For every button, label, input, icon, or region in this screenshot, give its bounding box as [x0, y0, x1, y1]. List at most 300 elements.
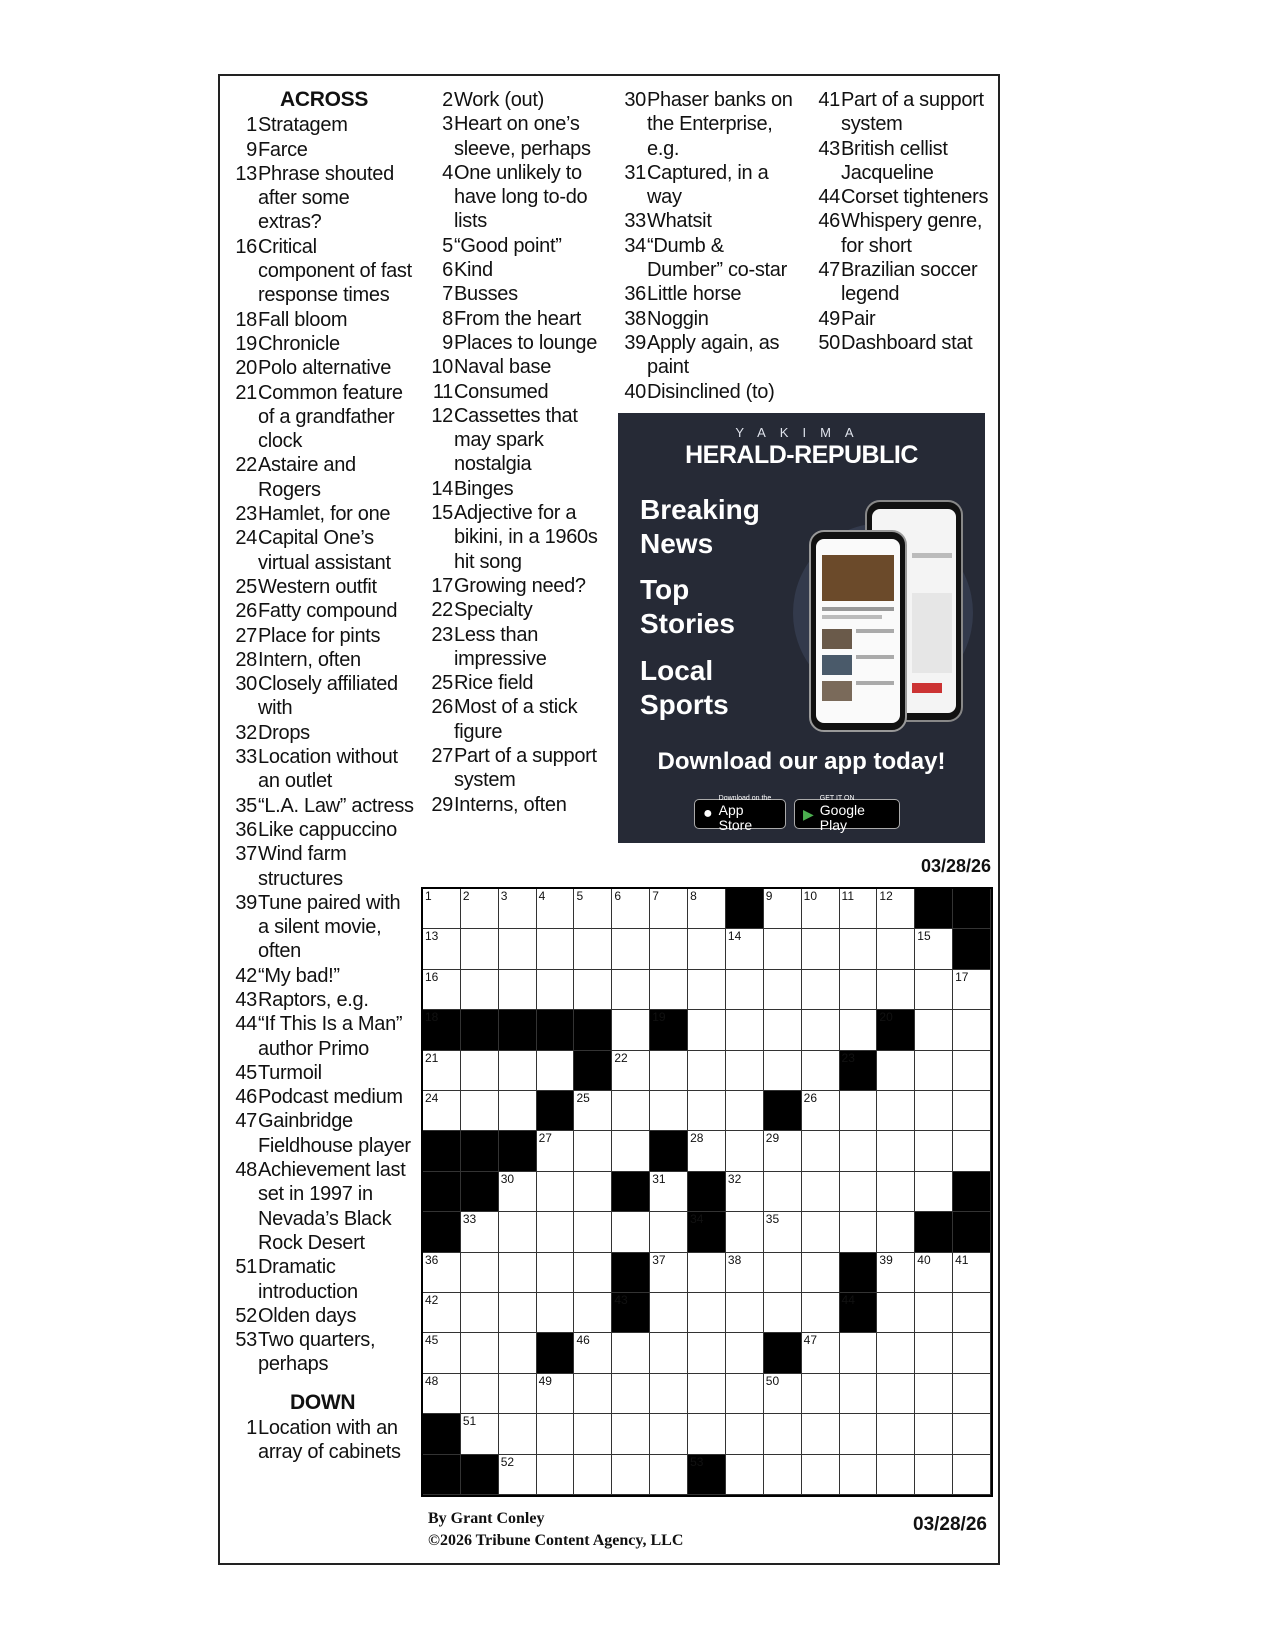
grid-cell[interactable] [802, 1333, 840, 1373]
grid-cell[interactable] [802, 1091, 840, 1131]
grid-cell[interactable] [688, 1253, 726, 1293]
grid-cell[interactable] [423, 1333, 461, 1373]
clue-item [230, 672, 415, 721]
grid-cell[interactable] [953, 1131, 991, 1171]
grid-cell[interactable] [840, 1212, 878, 1252]
grid-cell[interactable] [915, 1374, 953, 1414]
grid-cell[interactable] [499, 1091, 537, 1131]
clue-number: 27 [431, 745, 453, 768]
grid-cell[interactable] [802, 1051, 840, 1091]
clue-number: 3 [442, 113, 453, 136]
googleplay-big: Google Play [819, 802, 865, 833]
grid-cell[interactable] [915, 1253, 953, 1293]
grid-cell[interactable] [461, 1051, 499, 1091]
grid-cell[interactable] [537, 889, 575, 929]
clue-number: 28 [235, 648, 257, 671]
cell-number: 20 [879, 1010, 893, 1025]
grid-cell[interactable] [650, 970, 688, 1010]
cell-number: 23 [841, 1050, 855, 1065]
grid-cell[interactable] [574, 1131, 612, 1171]
grid-cell[interactable] [650, 1091, 688, 1131]
grid-cell[interactable] [461, 1293, 499, 1333]
clue-text: Two quarters, perhaps [258, 1329, 376, 1376]
grid-cell[interactable] [537, 1374, 575, 1414]
clue-column-4 [813, 88, 993, 355]
grid-cell[interactable] [423, 1293, 461, 1333]
grid-cell[interactable] [764, 1212, 802, 1252]
grid-cell[interactable] [877, 1414, 915, 1454]
cell-number: 40 [917, 1252, 931, 1267]
grid-cell[interactable] [915, 1131, 953, 1171]
grid-cell[interactable] [499, 970, 537, 1010]
grid-cell[interactable] [688, 1010, 726, 1050]
grid-cell[interactable] [650, 1414, 688, 1454]
clue-number: 24 [235, 527, 257, 550]
clue-number: 39 [624, 331, 646, 354]
clue-number: 1 [246, 114, 257, 137]
grid-cell[interactable] [537, 1051, 575, 1091]
grid-cell[interactable] [764, 929, 802, 969]
grid-cell[interactable] [764, 1131, 802, 1171]
grid-cell[interactable] [461, 929, 499, 969]
grid-cell[interactable] [802, 1010, 840, 1050]
grid-cell[interactable] [574, 929, 612, 969]
clue-item [230, 1328, 415, 1377]
grid-cell[interactable] [764, 1414, 802, 1454]
grid-cell[interactable] [953, 1091, 991, 1131]
app-store-button[interactable] [694, 795, 786, 833]
clue-item [426, 234, 601, 258]
grid-cell[interactable] [840, 1010, 878, 1050]
grid-block [650, 1010, 688, 1050]
grid-cell[interactable] [877, 1455, 915, 1495]
cell-number: 43 [614, 1293, 628, 1307]
grid-cell[interactable] [574, 889, 612, 929]
grid-cell[interactable] [574, 970, 612, 1010]
clue-number: 19 [235, 332, 257, 355]
grid-cell[interactable] [915, 970, 953, 1010]
grid-cell[interactable] [953, 970, 991, 1010]
grid-block [574, 1010, 612, 1050]
clue-text: Location without an outlet [258, 746, 398, 793]
clue-number: 47 [235, 1110, 257, 1133]
grid-cell[interactable] [499, 889, 537, 929]
clue-item [426, 744, 601, 793]
grid-cell[interactable] [802, 889, 840, 929]
clue-number: 11 [432, 380, 453, 403]
clue-item [426, 307, 601, 331]
clue-text: Hamlet, for one [258, 503, 391, 526]
grid-cell[interactable] [802, 1414, 840, 1454]
grid-cell[interactable] [650, 1253, 688, 1293]
grid-cell[interactable] [877, 1091, 915, 1131]
clue-text: From the heart [454, 307, 581, 330]
clue-text: Corset tighteners [841, 186, 989, 209]
grid-cell[interactable] [688, 889, 726, 929]
grid-cell[interactable] [461, 889, 499, 929]
copyright: ©2026 Tribune Content Agency, LLC [428, 1532, 684, 1549]
grid-cell[interactable] [877, 1212, 915, 1252]
clue-number: 15 [431, 502, 453, 525]
grid-cell[interactable] [688, 970, 726, 1010]
grid-block [574, 1051, 612, 1091]
ad-headline-1: Breaking [640, 494, 760, 525]
cell-number: 26 [803, 1091, 818, 1105]
grid-cell[interactable] [915, 1333, 953, 1373]
grid-cell[interactable] [764, 889, 802, 929]
grid-cell[interactable] [802, 1253, 840, 1293]
clue-number: 35 [235, 794, 257, 817]
clue-number: 51 [235, 1256, 257, 1279]
grid-cell[interactable] [877, 1374, 915, 1414]
grid-cell[interactable] [537, 1414, 575, 1454]
grid-block [499, 1010, 537, 1050]
grid-cell[interactable] [726, 1131, 764, 1171]
grid-cell[interactable] [574, 1091, 612, 1131]
grid-cell[interactable] [726, 1212, 764, 1252]
grid-cell[interactable] [612, 1374, 650, 1414]
clue-column-2 [426, 88, 601, 817]
grid-cell[interactable] [764, 970, 802, 1010]
grid-block [688, 1212, 726, 1252]
clue-text: Achievement last set in 1997 in Nevada’s Black Rock Desert [258, 1159, 406, 1254]
grid-cell[interactable] [953, 1414, 991, 1454]
grid-cell[interactable] [726, 929, 764, 969]
clue-text: Farce [258, 138, 308, 161]
grid-cell[interactable] [461, 970, 499, 1010]
grid-cell[interactable] [953, 1253, 991, 1293]
grid-cell[interactable] [612, 1010, 650, 1050]
grid-block [461, 1131, 499, 1171]
clue-text: Stratagem [258, 114, 348, 137]
grid-cell[interactable] [423, 889, 461, 929]
grid-cell[interactable] [915, 1091, 953, 1131]
grid-cell[interactable] [574, 1172, 612, 1212]
grid-cell[interactable] [612, 1131, 650, 1171]
grid-cell[interactable] [953, 1374, 991, 1414]
grid-cell[interactable] [802, 929, 840, 969]
grid-cell[interactable] [953, 1010, 991, 1050]
grid-cell[interactable] [726, 1091, 764, 1131]
grid-cell[interactable] [612, 1455, 650, 1495]
clue-text: Phrase shouted after some extras? [258, 162, 394, 234]
grid-cell[interactable] [877, 929, 915, 969]
grid-cell[interactable] [802, 1172, 840, 1212]
grid-cell[interactable] [877, 1172, 915, 1212]
grid-cell[interactable] [537, 1172, 575, 1212]
grid-cell[interactable] [877, 1131, 915, 1171]
grid-cell[interactable] [726, 1374, 764, 1414]
grid-block [726, 889, 764, 929]
grid-cell[interactable] [423, 1374, 461, 1414]
grid-cell[interactable] [650, 1374, 688, 1414]
grid-cell[interactable] [688, 1051, 726, 1091]
grid-cell[interactable] [574, 1293, 612, 1333]
grid-cell[interactable] [650, 1333, 688, 1373]
clue-text: Raptors, e.g. [258, 988, 369, 1011]
grid-cell[interactable] [499, 1455, 537, 1495]
grid-cell[interactable] [461, 1374, 499, 1414]
clue-text: Western outfit [258, 575, 377, 598]
grid-cell[interactable] [461, 1414, 499, 1454]
grid-cell[interactable] [877, 1333, 915, 1373]
clue-number: 46 [818, 210, 840, 233]
grid-cell[interactable] [688, 1091, 726, 1131]
grid-cell[interactable] [726, 1333, 764, 1373]
grid-cell[interactable] [877, 1253, 915, 1293]
grid-cell[interactable] [915, 1455, 953, 1495]
grid-cell[interactable] [840, 970, 878, 1010]
grid-cell[interactable] [953, 1455, 991, 1495]
cell-number: 17 [955, 969, 969, 984]
cell-number: 5 [576, 889, 584, 903]
grid-cell[interactable] [840, 1091, 878, 1131]
clue-number: 36 [235, 818, 257, 841]
grid-cell[interactable] [726, 1455, 764, 1495]
clue-item [230, 599, 415, 623]
grid-cell[interactable] [612, 1212, 650, 1252]
clue-number: 43 [818, 137, 840, 160]
clue-number: 23 [431, 623, 453, 646]
grid-cell[interactable] [764, 1455, 802, 1495]
grid-cell[interactable] [953, 1051, 991, 1091]
grid-cell[interactable] [877, 1293, 915, 1333]
clue-item [230, 988, 415, 1012]
grid-cell[interactable] [764, 1010, 802, 1050]
grid-cell[interactable] [877, 1051, 915, 1091]
grid-cell[interactable] [537, 929, 575, 969]
grid-cell[interactable] [726, 1293, 764, 1333]
grid-cell[interactable] [726, 1172, 764, 1212]
grid-cell[interactable] [461, 1091, 499, 1131]
grid-cell[interactable] [423, 1051, 461, 1091]
grid-block [537, 1010, 575, 1050]
grid-cell[interactable] [688, 1414, 726, 1454]
clue-number: 20 [235, 357, 257, 380]
app-advertisement[interactable] [618, 413, 985, 843]
grid-cell[interactable] [423, 929, 461, 969]
cell-number: 7 [652, 889, 659, 903]
grid-cell[interactable] [840, 1172, 878, 1212]
grid-cell[interactable] [802, 1374, 840, 1414]
cell-number: 25 [576, 1091, 590, 1105]
grid-cell[interactable] [688, 1293, 726, 1333]
grid-cell[interactable] [915, 1051, 953, 1091]
grid-cell[interactable] [840, 1374, 878, 1414]
grid-cell[interactable] [499, 1374, 537, 1414]
clue-number: 36 [624, 283, 646, 306]
grid-cell[interactable] [499, 1253, 537, 1293]
grid-cell[interactable] [688, 1131, 726, 1171]
grid-cell[interactable] [461, 1212, 499, 1252]
grid-cell[interactable] [802, 1212, 840, 1252]
grid-cell[interactable] [650, 889, 688, 929]
grid-cell[interactable] [915, 929, 953, 969]
cell-number: 33 [462, 1212, 477, 1227]
grid-cell[interactable] [537, 1212, 575, 1252]
grid-cell[interactable] [612, 889, 650, 929]
cell-number: 49 [538, 1373, 552, 1388]
google-play-button[interactable] [794, 795, 900, 833]
grid-cell[interactable] [650, 1172, 688, 1212]
ad-brand-top: YAKIMA [735, 425, 868, 440]
clue-text: Common feature of a grandfather clock [258, 381, 403, 453]
grid-cell[interactable] [574, 1212, 612, 1252]
clue-item [230, 1012, 415, 1061]
clue-text: Podcast medium [258, 1086, 403, 1109]
grid-cell[interactable] [537, 1253, 575, 1293]
clue-item [230, 721, 415, 745]
clue-column-1 [230, 88, 415, 1465]
grid-cell[interactable] [499, 929, 537, 969]
clue-text: Part of a support system [454, 745, 597, 792]
grid-cell[interactable] [802, 1131, 840, 1171]
clue-number: 33 [235, 746, 257, 769]
clue-text: Fall bloom [258, 308, 348, 331]
grid-cell[interactable] [612, 970, 650, 1010]
grid-cell[interactable] [650, 1455, 688, 1495]
grid-cell[interactable] [802, 1293, 840, 1333]
clue-number: 40 [624, 380, 646, 403]
clue-number: 22 [431, 599, 453, 622]
grid-cell[interactable] [537, 1455, 575, 1495]
cell-number: 12 [879, 889, 893, 903]
grid-cell[interactable] [764, 1253, 802, 1293]
grid-cell[interactable] [537, 970, 575, 1010]
grid-cell[interactable] [915, 1293, 953, 1333]
grid-cell[interactable] [423, 970, 461, 1010]
grid-cell[interactable] [688, 1374, 726, 1414]
grid-cell[interactable] [574, 1333, 612, 1373]
clue-number: 43 [235, 988, 257, 1011]
clue-item [619, 161, 797, 210]
clue-number: 26 [235, 600, 257, 623]
cell-number: 1 [425, 889, 432, 903]
grid-cell[interactable] [612, 1091, 650, 1131]
grid-cell[interactable] [499, 1172, 537, 1212]
grid-cell[interactable] [688, 929, 726, 969]
grid-cell[interactable] [840, 1455, 878, 1495]
grid-cell[interactable] [726, 1010, 764, 1050]
clue-text: Work (out) [454, 89, 544, 111]
grid-cell[interactable] [461, 1253, 499, 1293]
grid-cell[interactable] [726, 970, 764, 1010]
clue-text: Phaser banks on the Enterprise, e.g. [647, 89, 793, 160]
clue-number: 46 [235, 1086, 257, 1109]
clue-number: 48 [235, 1159, 257, 1182]
appstore-small: Download on the [718, 795, 772, 802]
clue-item [230, 381, 415, 454]
grid-cell[interactable] [915, 1010, 953, 1050]
clue-number: 1 [246, 1417, 257, 1440]
clue-number: 17 [431, 574, 453, 597]
grid-block [840, 1051, 878, 1091]
clue-number: 45 [235, 1061, 257, 1084]
grid-cell[interactable] [764, 1051, 802, 1091]
grid-cell[interactable] [650, 1212, 688, 1252]
grid-cell[interactable] [650, 1293, 688, 1333]
grid-cell[interactable] [915, 1414, 953, 1454]
grid-cell[interactable] [726, 1253, 764, 1293]
grid-cell[interactable] [574, 1455, 612, 1495]
ad-headline-5: Local [640, 655, 714, 686]
grid-cell[interactable] [802, 1455, 840, 1495]
grid-cell[interactable] [499, 1333, 537, 1373]
clue-number: 33 [624, 210, 646, 233]
across-clue-list [230, 113, 415, 1376]
grid-cell[interactable] [877, 970, 915, 1010]
grid-cell[interactable] [423, 1253, 461, 1293]
clue-text: “Good point” [454, 234, 562, 257]
grid-block [953, 889, 991, 929]
grid-cell[interactable] [953, 1293, 991, 1333]
grid-cell[interactable] [764, 1293, 802, 1333]
grid-cell[interactable] [802, 970, 840, 1010]
clue-text: Heart on one’s sleeve, perhaps [454, 113, 591, 160]
grid-cell[interactable] [877, 889, 915, 929]
grid-cell[interactable] [499, 1212, 537, 1252]
grid-cell[interactable] [612, 1051, 650, 1091]
grid-cell[interactable] [953, 1333, 991, 1373]
grid-cell[interactable] [840, 1333, 878, 1373]
clue-item [230, 1255, 415, 1304]
ad-brand: HERALD-REPUBLIC [685, 441, 918, 469]
grid-cell[interactable] [612, 1333, 650, 1373]
clue-text: One unlikely to have long to-do lists [454, 161, 588, 233]
grid-cell[interactable] [612, 1414, 650, 1454]
grid-cell[interactable] [840, 929, 878, 969]
grid-cell[interactable] [574, 1253, 612, 1293]
clue-text: Drops [258, 721, 310, 744]
grid-cell[interactable] [840, 1414, 878, 1454]
cell-number: 42 [425, 1293, 439, 1307]
clue-item [230, 648, 415, 672]
clue-text: “L.A. Law” actress [258, 794, 414, 817]
grid-cell[interactable] [726, 1051, 764, 1091]
grid-cell[interactable] [764, 1374, 802, 1414]
grid-cell[interactable] [915, 1172, 953, 1212]
grid-block [461, 1010, 499, 1050]
grid-cell[interactable] [461, 1333, 499, 1373]
grid-cell[interactable] [840, 889, 878, 929]
clue-text: Gainbridge Fieldhouse player [258, 1110, 411, 1157]
crossword-grid[interactable] [421, 887, 993, 1497]
grid-cell[interactable] [764, 1172, 802, 1212]
grid-block [423, 1172, 461, 1212]
grid-cell[interactable] [688, 1333, 726, 1373]
grid-cell[interactable] [650, 929, 688, 969]
clue-number: 25 [431, 672, 453, 695]
clue-text: Noggin [647, 307, 709, 330]
grid-cell[interactable] [499, 1293, 537, 1333]
grid-cell[interactable] [537, 1131, 575, 1171]
clue-text: Capital One’s virtual assistant [258, 527, 391, 574]
grid-cell[interactable] [650, 1051, 688, 1091]
grid-cell[interactable] [499, 1414, 537, 1454]
grid-cell[interactable] [840, 1131, 878, 1171]
author-credit: By Grant Conley [428, 1510, 545, 1527]
grid-cell[interactable] [612, 929, 650, 969]
grid-cell[interactable] [423, 1091, 461, 1131]
cell-number: 47 [803, 1333, 818, 1348]
grid-block [764, 1333, 802, 1373]
grid-cell[interactable] [499, 1051, 537, 1091]
grid-cell[interactable] [726, 1414, 764, 1454]
grid-cell[interactable] [574, 1414, 612, 1454]
grid-cell[interactable] [537, 1293, 575, 1333]
grid-cell[interactable] [574, 1374, 612, 1414]
cell-number: 15 [917, 929, 931, 944]
